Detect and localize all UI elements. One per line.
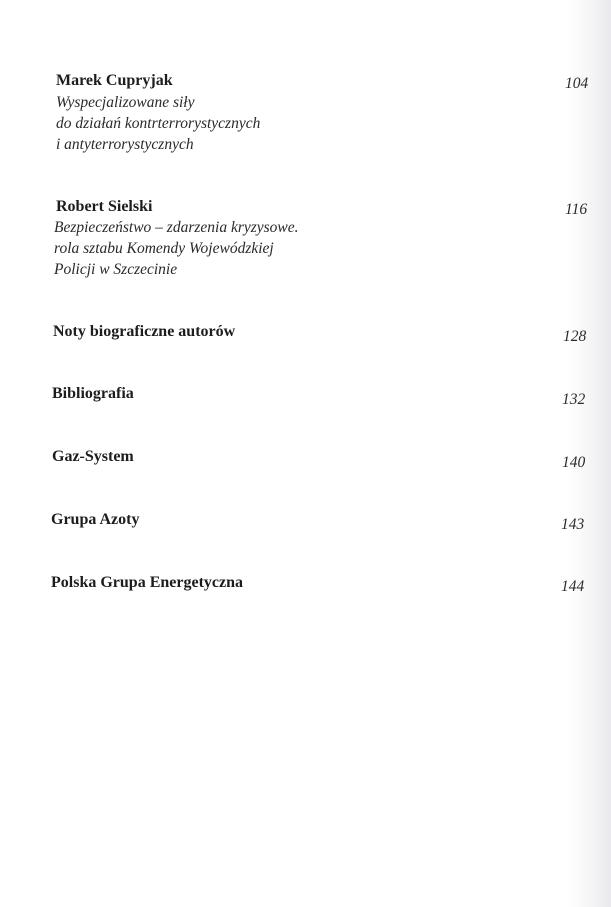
section-label: Noty biograficzne autorów [53, 323, 236, 340]
section-page-number: 132 [562, 391, 586, 408]
entry-title-line: rola sztabu Komendy Wojewódzkiej [54, 240, 274, 257]
section-page-number: 143 [561, 516, 585, 533]
entry-title-line: i antyterrorystycznych [56, 136, 194, 153]
entry-title-line: Wyspecjalizowane siły [56, 94, 195, 111]
entry-author: Marek Cupryjak [56, 72, 173, 89]
entry-author: Robert Sielski [56, 198, 153, 215]
entry-title-line: do działań kontrterrorystycznych [56, 115, 261, 132]
section-page-number: 144 [561, 578, 585, 595]
entry-page-number: 104 [565, 75, 589, 92]
entry-title-line: Policji w Szczecinie [54, 261, 178, 278]
section-label: Polska Grupa Energetyczna [51, 574, 243, 591]
section-label: Bibliografia [52, 385, 134, 402]
section-label: Grupa Azoty [51, 511, 140, 528]
section-page-number: 128 [563, 328, 587, 345]
section-page-number: 140 [562, 454, 586, 471]
entry-page-number: 116 [565, 201, 588, 218]
section-label: Gaz-System [52, 448, 134, 465]
entry-title-line: Bezpieczeństwo – zdarzenia kryzysowe. [54, 219, 299, 236]
